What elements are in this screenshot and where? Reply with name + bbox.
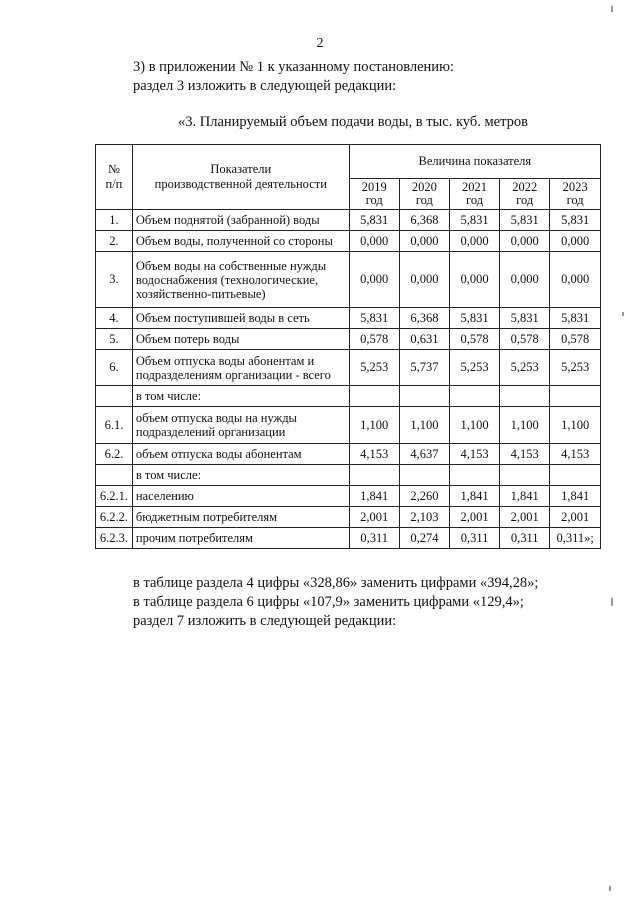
- header-year-2019: [349, 179, 399, 210]
- row-number: [96, 386, 133, 407]
- value-cell-2019: 0,000: [349, 252, 399, 308]
- value-cell-2019: 1,841: [349, 486, 399, 507]
- table-row: [96, 308, 601, 329]
- table-row: [96, 465, 601, 486]
- value-cell-2020: 6,368: [399, 308, 449, 329]
- page-number: 2: [316, 36, 324, 51]
- value-cell-2023: 1,100: [550, 407, 601, 444]
- value-cell-2021: 1,841: [449, 486, 499, 507]
- value-cell-2022: 0,000: [500, 231, 550, 252]
- row-label: населению: [132, 486, 349, 507]
- value-cell-2023: 5,831: [550, 308, 601, 329]
- header-num-line: №: [107, 162, 120, 176]
- value-cell-2022: 2,001: [500, 507, 550, 528]
- table-row: [96, 252, 601, 308]
- after-text: [133, 574, 538, 631]
- value-cell-2023: 0,578: [550, 329, 601, 350]
- value-cell-2019: 5,253: [349, 350, 399, 386]
- table-row: [96, 407, 601, 444]
- header-year-value: 2022: [512, 180, 538, 194]
- value-cell-2021: 0,000: [449, 231, 499, 252]
- row-label: Объем воды на собственные нужды водоснабжения (технологические, хозяйственно-питьевые): [132, 252, 349, 308]
- value-cell-2022: 0,578: [500, 329, 550, 350]
- value-cell-2020: 4,637: [399, 444, 449, 465]
- value-cell-2021: 2,001: [449, 507, 499, 528]
- header-year-value: 2023: [562, 180, 588, 194]
- table-row: [96, 507, 601, 528]
- row-number: 2.: [96, 231, 133, 252]
- value-cell-2022: [500, 465, 550, 486]
- header-year-suffix: год: [365, 193, 383, 207]
- value-cell-2022: 1,841: [500, 486, 550, 507]
- header-num: [96, 145, 133, 210]
- value-cell-2022: 5,253: [500, 350, 550, 386]
- value-cell-2019: 0,578: [349, 329, 399, 350]
- row-label: Объем поднятой (забранной) воды: [132, 210, 349, 231]
- value-cell-2022: 5,831: [500, 308, 550, 329]
- value-cell-2020: 0,000: [399, 231, 449, 252]
- value-cell-2021: 4,153: [449, 444, 499, 465]
- value-cell-2022: 5,831: [500, 210, 550, 231]
- value-cell-2021: 0,000: [449, 252, 499, 308]
- value-cell-2023: 5,253: [550, 350, 601, 386]
- value-cell-2021: 5,831: [449, 210, 499, 231]
- header-year-suffix: год: [516, 193, 534, 207]
- row-label: прочим потребителям: [132, 528, 349, 549]
- header-year-2023: [550, 179, 601, 210]
- table-row: [96, 210, 601, 231]
- value-cell-2020: 2,103: [399, 507, 449, 528]
- value-cell-2020: 5,737: [399, 350, 449, 386]
- value-cell-2020: 0,000: [399, 252, 449, 308]
- row-label: объем отпуска воды на нужды подразделений организации: [132, 407, 349, 444]
- header-year-suffix: год: [566, 193, 584, 207]
- value-cell-2019: [349, 386, 399, 407]
- value-cell-2023: 1,841: [550, 486, 601, 507]
- row-number: 6.1.: [96, 407, 133, 444]
- value-cell-2020: [399, 386, 449, 407]
- value-cell-2020: 1,100: [399, 407, 449, 444]
- row-number: 3.: [96, 252, 133, 308]
- value-cell-2022: [500, 386, 550, 407]
- row-label: Объем поступившей воды в сеть: [132, 308, 349, 329]
- header-year-suffix: год: [466, 193, 484, 207]
- row-label: Объем воды, полученной со стороны: [132, 231, 349, 252]
- row-number: [96, 465, 133, 486]
- row-label: в том числе:: [132, 386, 349, 407]
- table-row: [96, 350, 601, 386]
- intro-line: 3) в приложении № 1 к указанному постановлению:: [133, 59, 454, 75]
- value-cell-2023: 0,000: [550, 252, 601, 308]
- value-cell-2019: [349, 465, 399, 486]
- table-row: [96, 329, 601, 350]
- value-cell-2023: 2,001: [550, 507, 601, 528]
- intro-line: раздел 3 изложить в следующей редакции:: [133, 78, 397, 94]
- value-cell-2021: 5,253: [449, 350, 499, 386]
- value-cell-2020: 0,631: [399, 329, 449, 350]
- table-row: [96, 528, 601, 549]
- value-cell-2023: 5,831: [550, 210, 601, 231]
- value-cell-2023: [550, 465, 601, 486]
- water-supply-table: [95, 144, 601, 549]
- header-indicators-line: Показатели: [210, 162, 272, 176]
- header-num-line: п/п: [105, 177, 123, 191]
- header-year-2022: [500, 179, 550, 210]
- header-year-value: 2020: [411, 180, 437, 194]
- table-body: [96, 210, 601, 549]
- value-cell-2022: 4,153: [500, 444, 550, 465]
- table-row: [96, 486, 601, 507]
- scan-speck: [622, 312, 624, 316]
- row-label: Объем отпуска воды абонентам и подразделениям организации - всего: [132, 350, 349, 386]
- value-cell-2020: 6,368: [399, 210, 449, 231]
- value-cell-2023: 0,311»;: [550, 528, 601, 549]
- row-number: 6.2.1.: [96, 486, 133, 507]
- value-cell-2019: 5,831: [349, 308, 399, 329]
- row-number: 5.: [96, 329, 133, 350]
- header-year-suffix: год: [415, 193, 433, 207]
- value-cell-2019: 0,311: [349, 528, 399, 549]
- after-line: раздел 7 изложить в следующей редакции:: [133, 613, 397, 629]
- row-number: 6.: [96, 350, 133, 386]
- value-cell-2023: 4,153: [550, 444, 601, 465]
- value-cell-2021: [449, 386, 499, 407]
- header-year-2021: [449, 179, 499, 210]
- header-year-value: 2019: [361, 180, 387, 194]
- row-number: 4.: [96, 308, 133, 329]
- row-number: 6.2.3.: [96, 528, 133, 549]
- table-row: [96, 444, 601, 465]
- after-line: в таблице раздела 6 цифры «107,9» заменить цифрами «129,4»;: [133, 594, 524, 610]
- scan-speck: [611, 6, 613, 12]
- header-value-group: Величина показателя: [349, 145, 600, 179]
- table-row: [96, 386, 601, 407]
- value-cell-2021: 0,311: [449, 528, 499, 549]
- value-cell-2019: 5,831: [349, 210, 399, 231]
- value-cell-2019: 0,000: [349, 231, 399, 252]
- row-number: 6.2.: [96, 444, 133, 465]
- row-label: в том числе:: [132, 465, 349, 486]
- row-number: 6.2.2.: [96, 507, 133, 528]
- value-cell-2021: 0,578: [449, 329, 499, 350]
- value-cell-2019: 2,001: [349, 507, 399, 528]
- section-title: «3. Планируемый объем подачи воды, в тыс. куб. метров: [178, 114, 528, 130]
- value-cell-2020: [399, 465, 449, 486]
- scan-speck: [609, 886, 611, 891]
- value-cell-2020: 2,260: [399, 486, 449, 507]
- value-cell-2023: [550, 386, 601, 407]
- scan-speck: [611, 598, 613, 606]
- intro-text: [133, 58, 454, 96]
- header-indicators: [132, 145, 349, 210]
- header-indicators-line: производственной деятельности: [154, 177, 327, 191]
- value-cell-2022: 0,311: [500, 528, 550, 549]
- value-cell-2019: 1,100: [349, 407, 399, 444]
- value-cell-2022: 0,000: [500, 252, 550, 308]
- row-label: объем отпуска воды абонентам: [132, 444, 349, 465]
- row-number: 1.: [96, 210, 133, 231]
- value-cell-2021: [449, 465, 499, 486]
- table-row: [96, 231, 601, 252]
- value-cell-2019: 4,153: [349, 444, 399, 465]
- value-cell-2020: 0,274: [399, 528, 449, 549]
- after-line: в таблице раздела 4 цифры «328,86» заменить цифрами «394,28»;: [133, 575, 539, 591]
- row-label: бюджетным потребителям: [132, 507, 349, 528]
- header-year-value: 2021: [462, 180, 488, 194]
- header-year-2020: [399, 179, 449, 210]
- row-label: Объем потерь воды: [132, 329, 349, 350]
- value-cell-2021: 5,831: [449, 308, 499, 329]
- value-cell-2021: 1,100: [449, 407, 499, 444]
- value-cell-2022: 1,100: [500, 407, 550, 444]
- value-cell-2023: 0,000: [550, 231, 601, 252]
